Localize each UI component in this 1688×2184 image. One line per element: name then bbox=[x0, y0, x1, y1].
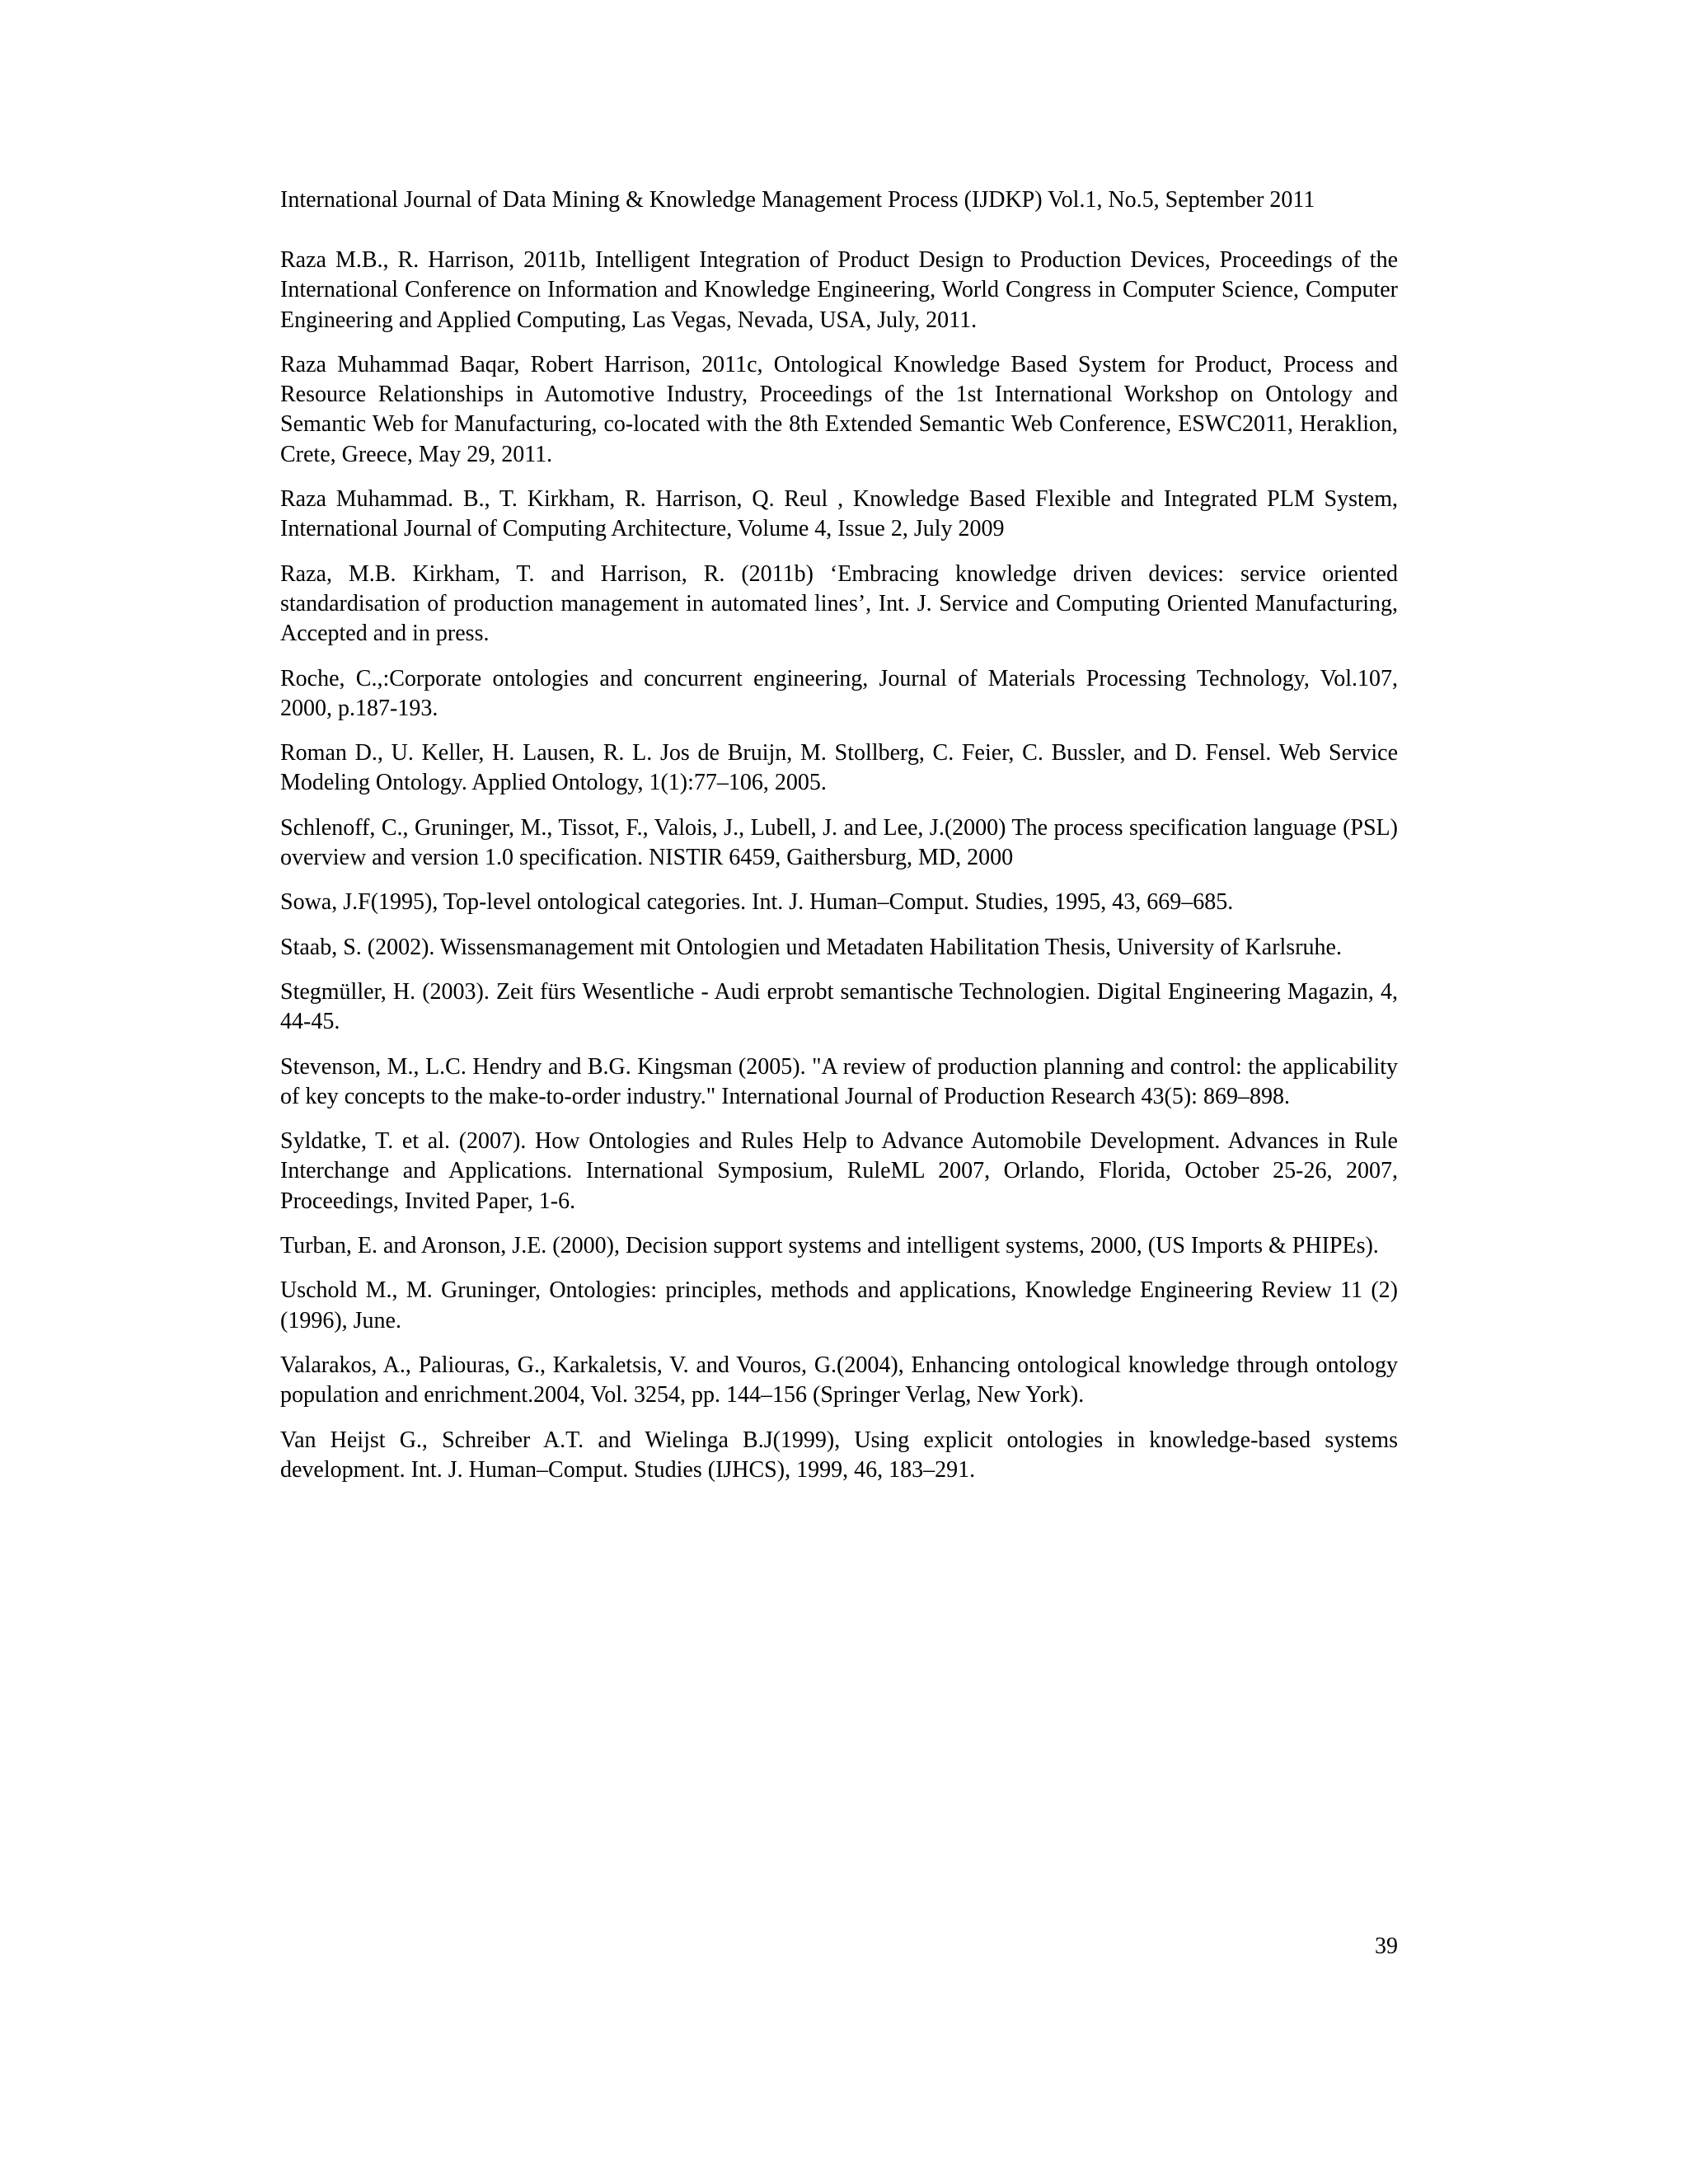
reference-item: Roche, C.,:Corporate ontologies and concurrent engineering, Journal of Materials Processing Technology, Vol.107, 2000, p.187-193. bbox=[280, 665, 1398, 721]
reference-item: Raza Muhammad. B., T. Kirkham, R. Harrison, Q. Reul , Knowledge Based Flexible and Integrated PLM System, International Journal of Computing Architecture, Volume 4, Issue 2, July 2009 bbox=[280, 486, 1398, 542]
running-header: International Journal of Data Mining & Knowledge Management Process (IJDKP) Vol.1, No.5, September 2011 bbox=[280, 187, 1315, 213]
reference-item: Raza M.B., R. Harrison, 2011b, Intelligent Integration of Product Design to Production Devices, Proceedings of the International Conference on Information and Knowledge Engineering, World Congress in Computer Science, Computer Engineering and Applied Computing, Las Vegas, Nevada, USA, July, 2011. bbox=[280, 247, 1398, 333]
reference-item: Van Heijst G., Schreiber A.T. and Wielinga B.J(1999), Using explicit ontologies in knowledge-based systems development. Int. J. Human–Comput. Studies (IJHCS), 1999, 46, 183–291. bbox=[280, 1427, 1398, 1483]
reference-item: Schlenoff, C., Gruninger, M., Tissot, F., Valois, J., Lubell, J. and Lee, J.(2000) The process specification language (PSL) overview and version 1.0 specification. NISTIR 6459, Gaithersburg, MD, 2000 bbox=[280, 814, 1398, 871]
reference-item: Turban, E. and Aronson, J.E. (2000), Decision support systems and intelligent systems, 2000, (US Imports & PHIPEs). bbox=[280, 1233, 1379, 1259]
reference-item: Stevenson, M., L.C. Hendry and B.G. Kingsman (2005). "A review of production planning and control: the applicability of key concepts to the make-to-order industry." International Journal of Production Research 43(5): 869–898. bbox=[280, 1053, 1398, 1109]
reference-item: Raza, M.B. Kirkham, T. and Harrison, R. (2011b) ‘Embracing knowledge driven devices: service oriented standardisation of production management in automated lines’, Int. J. Service and Computing Oriented Manufacturing, Accepted and in press. bbox=[280, 560, 1398, 647]
reference-item: Raza Muhammad Baqar, Robert Harrison, 2011c, Ontological Knowledge Based System for Product, Process and Resource Relationships in Automotive Industry, Proceedings of the 1st International Workshop on Ontology and Semantic Web for Manufacturing, co-located with the 8th Extended Semantic Web Conference, ESWC2011, Heraklion, Crete, Greece, May 29, 2011. bbox=[280, 351, 1398, 467]
reference-item: Valarakos, A., Paliouras, G., Karkaletsis, V. and Vouros, G.(2004), Enhancing ontological knowledge through ontology population and enrichment.2004, Vol. 3254, pp. 144–156 (Springer Verlag, New York). bbox=[280, 1352, 1398, 1408]
reference-item: Uschold M., M. Gruninger, Ontologies: principles, methods and applications, Knowledge Engineering Review 11 (2) (1996), June. bbox=[280, 1277, 1398, 1333]
reference-item: Roman D., U. Keller, H. Lausen, R. L. Jos de Bruijn, M. Stollberg, C. Feier, C. Bussler, and D. Fensel. Web Service Modeling Ontology. Applied Ontology, 1(1):77–106, 2005. bbox=[280, 740, 1398, 796]
reference-list bbox=[280, 246, 1398, 1500]
reference-item: Staab, S. (2002). Wissensmanagement mit Ontologien und Metadaten Habilitation Thesis, University of Karlsruhe. bbox=[280, 934, 1342, 960]
page-number: 39 bbox=[1375, 1933, 1398, 1959]
reference-item: Stegmüller, H. (2003). Zeit fürs Wesentliche - Audi erprobt semantische Technologien. Digital Engineering Magazin, 4, 44-45. bbox=[280, 978, 1398, 1035]
reference-item: Syldatke, T. et al. (2007). How Ontologies and Rules Help to Advance Automobile Development. Advances in Rule Interchange and Applications. International Symposium, RuleML 2007, Orlando, Florida, October 25-26, 2007, Proceedings, Invited Paper, 1-6. bbox=[280, 1128, 1398, 1214]
reference-item: Sowa, J.F(1995), Top-level ontological categories. Int. J. Human–Comput. Studies, 1995, 43, 669–685. bbox=[280, 889, 1234, 916]
